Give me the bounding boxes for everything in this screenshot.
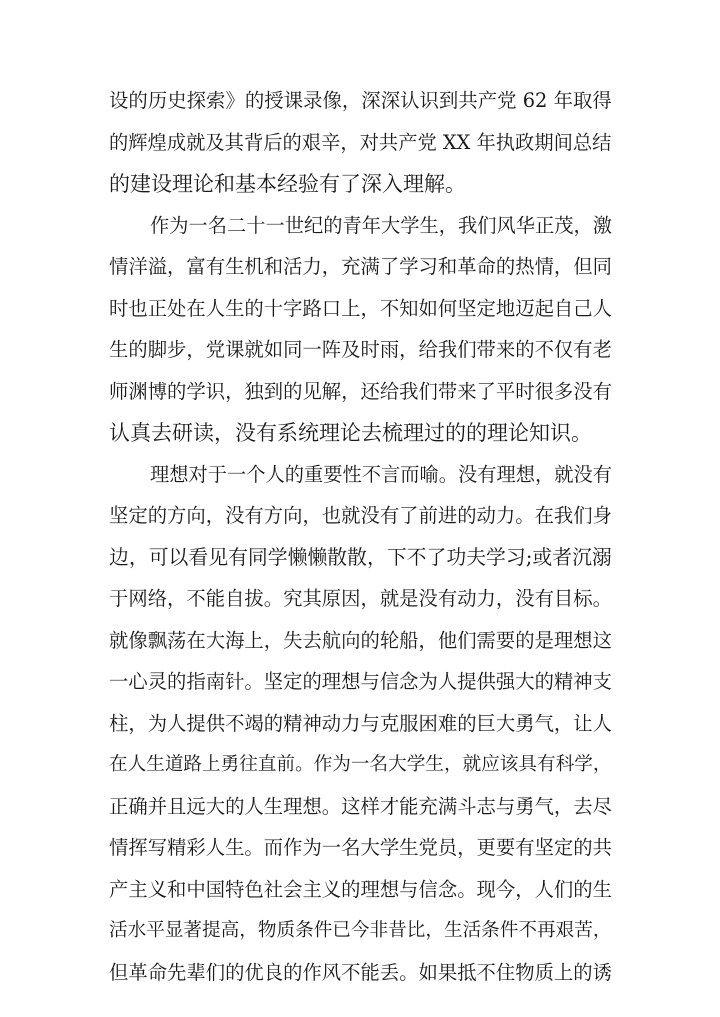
text-line [0, 706, 720, 742]
text-line [0, 208, 720, 244]
text-line-content: 活水平显著提高，物质条件已今非昔比，生活条件不再艰苦， [109, 920, 612, 941]
text-line-content: 情挥写精彩人生。而作为一名大学生党员，更要有坚定的共 [109, 836, 612, 859]
text-line [0, 789, 720, 825]
text-line-content: 情洋溢，富有生机和活力，充满了学习和革命的热情，但同 [109, 255, 612, 278]
text-line [0, 457, 720, 493]
text-line [0, 913, 720, 949]
text-line [0, 747, 720, 783]
text-line-content: 坚定的方向，没有方向，也就没有了前进的动力。在我们身 [109, 504, 612, 527]
text-line [0, 291, 720, 327]
text-line-content: 就像飘荡在大海上，失去航向的轮船，他们需要的是理想这 [109, 629, 612, 652]
text-line-content: 但革命先辈们的优良的作风不能丢。如果抵不住物质上的诱 [109, 961, 612, 984]
text-line [0, 830, 720, 866]
text-line-content: 设的历史探索》的授课录像，深深认识到共产党 62 年取得 [109, 89, 612, 112]
text-line [0, 623, 720, 659]
text-line [0, 955, 720, 991]
text-line-content: 生的脚步，党课就如同一阵及时雨，给我们带来的不仅有老 [109, 338, 612, 361]
text-line [0, 415, 720, 451]
text-line-content: 在人生道路上勇往直前。作为一名大学生，就应该具有科学， [109, 754, 612, 775]
text-line-content: 师渊博的学识，独到的见解，还给我们带来了平时很多没有 [109, 380, 612, 403]
text-line-content: 时也正处在人生的十字路口上，不知如何坚定地迈起自己人 [109, 297, 612, 320]
text-line-content: 理想对于一个人的重要性不言而喻。没有理想，就没有 [150, 463, 612, 486]
text-line-content: 正确并且远大的人生理想。这样才能充满斗志与勇气，去尽 [109, 795, 612, 818]
text-line-content: 一心灵的指南针。坚定的理想与信念为人提供强大的精神支 [109, 670, 612, 693]
text-line-content: 柱，为人提供不竭的精神动力与克服困难的巨大勇气，让人 [109, 712, 612, 735]
text-line-content: 边，可以看见有同学懒懒散散，下不了功夫学习;或者沉溺 [109, 546, 612, 569]
text-line [0, 332, 720, 368]
text-line [0, 872, 720, 908]
text-line-content: 的辉煌成就及其背后的艰辛，对共产党 XX 年执政期间总结 [109, 131, 612, 154]
text-line [0, 166, 720, 202]
text-line [0, 498, 720, 534]
text-line-content: 产主义和中国特色社会主义的理想与信念。现今，人们的生 [109, 878, 612, 901]
text-line [0, 540, 720, 576]
text-line [0, 125, 720, 161]
text-line-content: 于网络，不能自拔。究其原因，就是没有动力，没有目标。 [109, 587, 612, 610]
text-line [0, 83, 720, 119]
text-line [0, 581, 720, 617]
text-line-content: 认真去研读，没有系统理论去梳理过的的理论知识。 [109, 421, 592, 445]
text-line-content: 作为一名二十一世纪的青年大学生，我们风华正茂，激 [150, 214, 612, 237]
text-line [0, 374, 720, 410]
text-line [0, 664, 720, 700]
text-line-content: 的建设理论和基本经验有了深入理解。 [109, 172, 466, 196]
text-line [0, 249, 720, 285]
